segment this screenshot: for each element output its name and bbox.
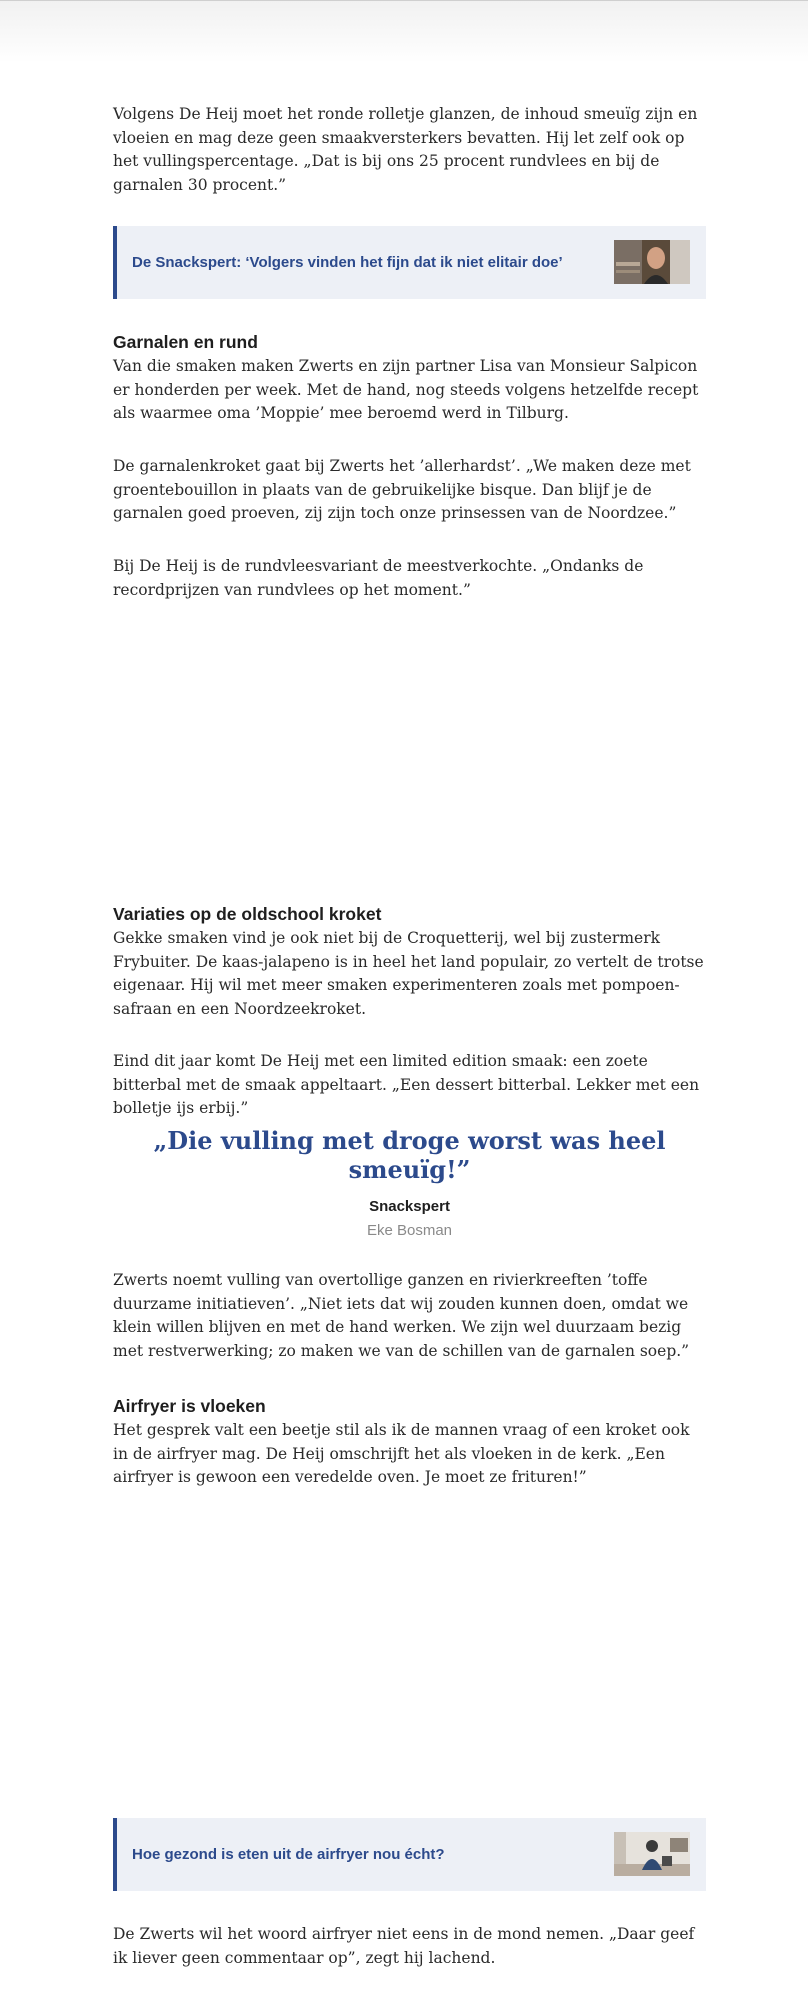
heading-garnalen-en-rund: Garnalen en rund: [113, 332, 258, 352]
heading-variaties: Variaties op de oldschool kroket: [113, 904, 382, 924]
top-fade-bar: [0, 0, 808, 63]
related-article-snackspert[interactable]: [113, 226, 706, 299]
paragraph-smaken: Van die smaken maken Zwerts en zijn partner Lisa van Monsieur Salpicon er honderden per week. Met de hand, nog steeds volgens hetzelfde recept als waarmee oma ’Moppie’ mee beroemd werd in Tilburg.: [113, 357, 699, 422]
pull-quote-text: „Die vulling met droge worst was heel smeuïg!”: [153, 1126, 666, 1184]
paragraph-rundvlees: Bij De Heij is de rundvleesvariant de meestverkochte. „Ondanks de recordprijzen van rundvlees op het moment.”: [113, 557, 644, 599]
related-article-title: De Snackspert: ‘Volgers vinden het fijn dat ik niet elitair doe’: [132, 254, 563, 271]
paragraph-airfryer-vraag: Het gesprek valt een beetje stil als ik de mannen vraag of een kroket ook in de airfryer mag. De Heij omschrijft het als vloeken in de kerk. „Een airfryer is gewoon een veredelde oven. Je moet ze frituren!”: [113, 1421, 690, 1486]
paragraph-vullingspercentage: Volgens De Heij moet het ronde rolletje glanzen, de inhoud smeuïg zijn en vloeien en mag deze geen smaakversterkers bevatten. Hij let zelf ook op het vullingspercentage. „Dat is bij ons 25 procent rundvlees en bij de garnalen 30 procent.”: [113, 105, 698, 194]
paragraph-duurzaam: Zwerts noemt vulling van overtollige ganzen en rivierkreeften ’toffe duurzame initiatieven’. „Niet iets dat wij zouden kunnen doen, omdat we klein willen blijven en met de hand werken. We zijn wel duurzaam bezig met restverwerking; zo maken we van de schillen van de garnalen soep.”: [113, 1271, 690, 1360]
pull-quote-author: Eke Bosman: [366, 1222, 453, 1239]
paragraph-gekke-smaken: Gekke smaken vind je ook niet bij de Croquetterij, wel bij zustermerk Frybuiter. De kaas-jalapeno is in heel het land populair, zo vertelt de trotse eigenaar. Hij wil met meer smaken experimenteren zoals met pompoen-safraan en een Noordzeekroket.: [113, 929, 704, 1018]
airfryer-thumbnail-image: [614, 1832, 690, 1876]
heading-airfryer: Airfryer is vloeken: [113, 1396, 266, 1416]
related-article-title: Hoe gezond is eten uit de airfryer nou écht?: [132, 1846, 445, 1863]
paragraph-geen-commentaar: De Zwerts wil het woord airfryer niet eens in de mond nemen. „Daar geef ik liever geen commentaar op”, zegt hij lachend.: [113, 1925, 695, 1967]
related-article-airfryer[interactable]: [113, 1818, 706, 1891]
pull-quote-role: Snackspert: [369, 1198, 450, 1215]
snackspert-thumbnail-image: [614, 240, 690, 284]
paragraph-garnalenkroket: De garnalenkroket gaat bij Zwerts het ’allerhardst’. „We maken deze met groentebouillon in plaats van de gebruikelijke bisque. Dan blijf je de garnalen goed proeven, zij zijn toch onze prinsessen van de Noordzee.”: [113, 457, 691, 522]
paragraph-limited-edition: Eind dit jaar komt De Heij met een limited edition smaak: een zoete bitterbal met de smaak appeltaart. „Een dessert bitterbal. Lekker met een bolletje ijs erbij.”: [113, 1052, 700, 1117]
